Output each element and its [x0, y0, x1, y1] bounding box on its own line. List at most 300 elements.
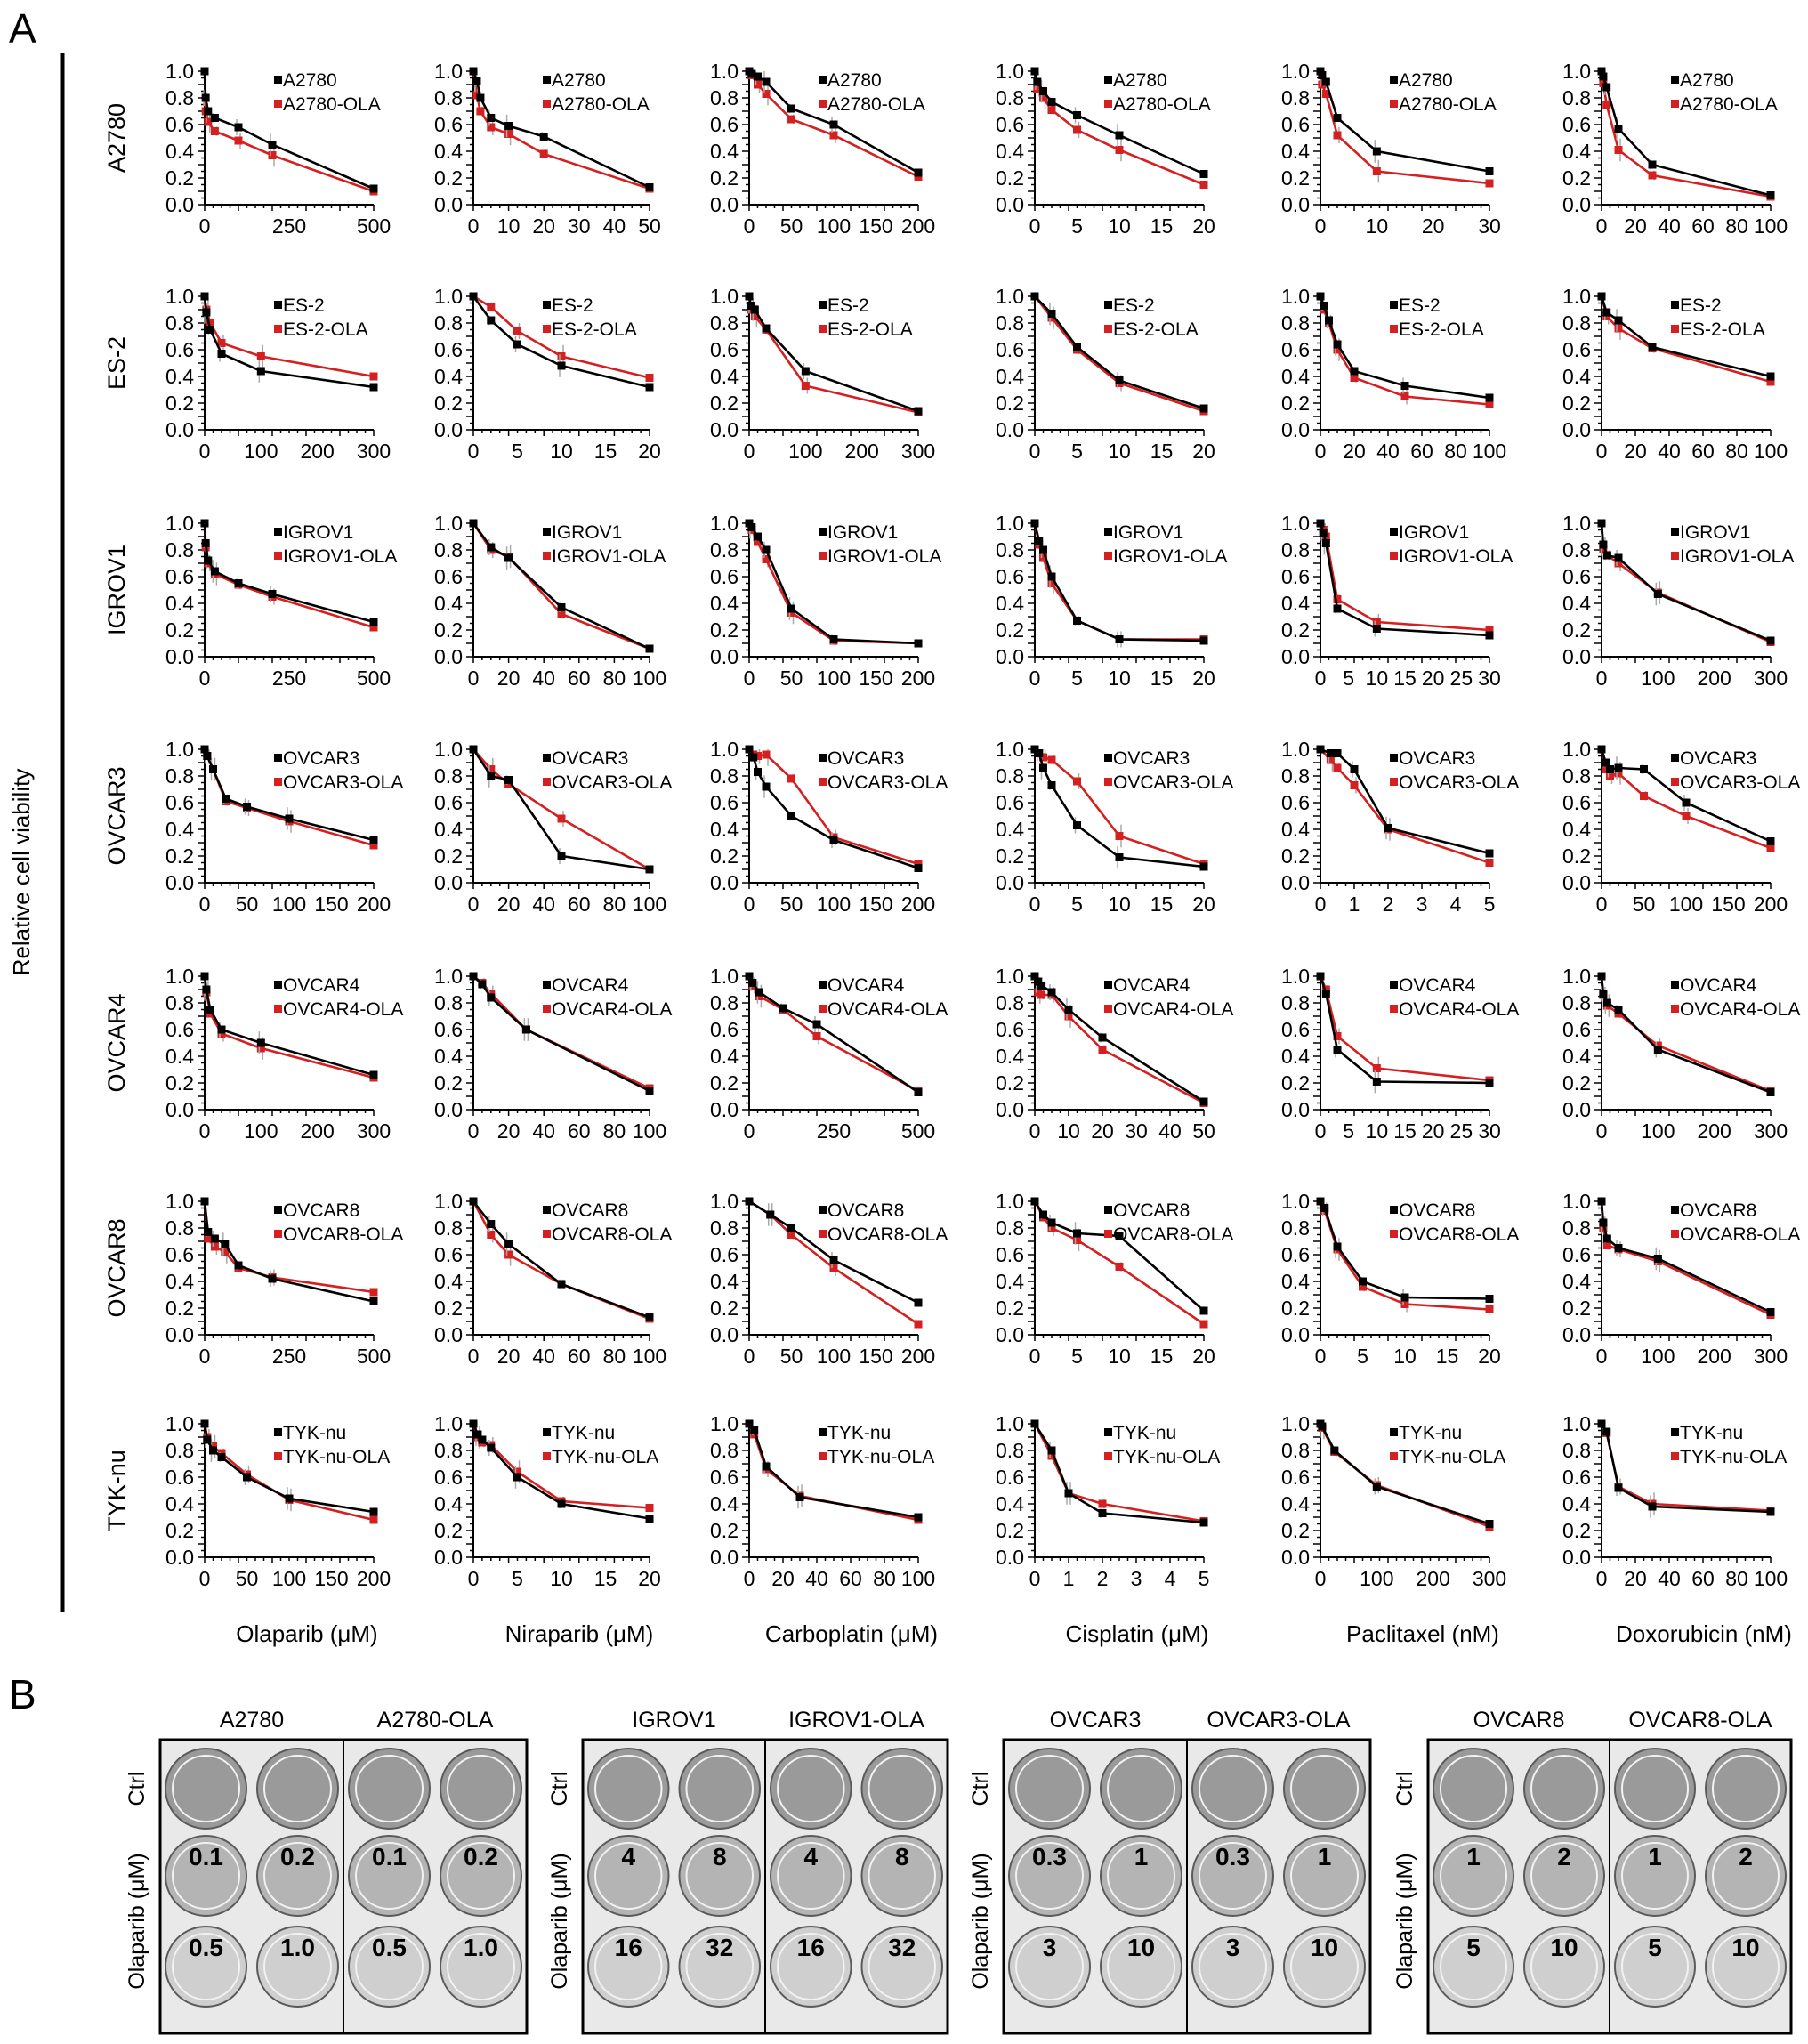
x-tick-label: 0 [1314, 214, 1327, 238]
y-tick-label: 0.8 [165, 311, 194, 335]
x-tick-label: 250 [271, 1345, 307, 1368]
data-point [1320, 302, 1328, 310]
legend-label: OVCAR3 [1113, 748, 1191, 769]
data-point [766, 1211, 774, 1219]
legend-label: OVCAR3-OLA [1399, 772, 1520, 793]
data-point [646, 1515, 654, 1523]
data-point [257, 368, 265, 376]
y-tick-label: 0.2 [165, 392, 194, 415]
x-tick-label: 20 [1091, 1119, 1114, 1143]
y-tick-label: 0.0 [165, 1546, 194, 1569]
data-point [218, 1453, 226, 1461]
data-point [1486, 394, 1494, 402]
data-point [243, 1474, 251, 1482]
data-point [1351, 368, 1359, 376]
legend-marker [819, 325, 827, 333]
x-tick-label: 10 [1365, 1119, 1389, 1143]
data-point [1373, 1064, 1381, 1072]
data-point [206, 326, 214, 334]
y-tick-label: 0.0 [710, 1546, 739, 1569]
x-tick-label: 80 [602, 667, 626, 690]
data-point [1200, 405, 1208, 413]
data-point [558, 352, 566, 360]
data-point [558, 815, 566, 823]
panel-b-letter: B [9, 1671, 36, 1717]
data-point [1334, 1243, 1342, 1251]
x-tick-label: 0 [1595, 1567, 1608, 1590]
y-tick-label: 0.0 [1281, 418, 1310, 441]
y-tick-label: 0.6 [434, 791, 463, 814]
y-tick-label: 0.0 [1562, 1546, 1591, 1569]
data-point [1359, 1278, 1367, 1286]
x-tick-label: 40 [805, 1567, 828, 1590]
x-tick-label: 150 [859, 1345, 893, 1368]
data-point [1401, 392, 1409, 400]
legend-marker [1671, 552, 1679, 560]
legend-marker [1671, 981, 1679, 989]
data-point [1039, 546, 1047, 554]
legend-marker [1671, 76, 1679, 84]
y-tick-label: 0.6 [165, 1018, 194, 1041]
x-tick-label: 5 [1071, 214, 1083, 238]
y-tick-label: 1.0 [710, 285, 739, 308]
legend-marker [1671, 1452, 1679, 1460]
legend-marker [274, 325, 282, 333]
viability-chart [1281, 60, 1501, 238]
data-point [754, 533, 762, 541]
y-tick-label: 0.8 [710, 1216, 739, 1240]
data-point [1317, 973, 1325, 981]
x-tick-label: 100 [816, 667, 852, 690]
viability-chart [434, 60, 661, 238]
y-tick-label: 0.0 [1281, 1546, 1310, 1569]
culture-well [862, 1749, 943, 1829]
y-tick-label: 0.2 [165, 844, 194, 868]
data-point [1039, 764, 1047, 772]
y-tick-label: 0.2 [1562, 1071, 1591, 1095]
data-point [370, 185, 378, 193]
y-tick-label: 0.8 [1281, 1216, 1310, 1240]
well-dose-label: 0.1 [372, 1843, 407, 1870]
y-tick-label: 0.6 [434, 338, 463, 361]
data-point [370, 1289, 378, 1297]
y-tick-label: 0.6 [1281, 791, 1310, 814]
y-tick-label: 0.2 [434, 618, 463, 642]
data-point [540, 133, 548, 141]
data-point [1598, 293, 1606, 301]
x-tick-label: 150 [859, 893, 893, 916]
x-tick-label: 100 [1641, 667, 1675, 690]
y-tick-label: 0.4 [434, 1045, 463, 1068]
data-point [1200, 1321, 1208, 1329]
y-tick-label: 0.6 [1562, 113, 1591, 136]
legend-label: OVCAR8-OLA [283, 1224, 404, 1245]
y-tick-label: 1.0 [165, 1190, 194, 1213]
y-tick-label: 0.2 [1281, 1071, 1310, 1095]
data-point [1200, 637, 1208, 645]
legend-label: OVCAR3 [1680, 748, 1757, 769]
viability-chart [434, 512, 666, 690]
legend-marker [819, 754, 827, 762]
y-tick-label: 0.2 [434, 392, 463, 415]
culture-well [440, 1749, 521, 1829]
y-tick-label: 0.4 [165, 1270, 194, 1293]
legend-label: ES-2-OLA [1680, 319, 1765, 340]
x-tick-label: 50 [779, 1345, 803, 1368]
data-point [1767, 1508, 1775, 1516]
legend-marker [819, 1230, 827, 1238]
x-tick-label: 5 [512, 1567, 523, 1590]
x-tick-label: 5 [1343, 1119, 1355, 1143]
x-tick-label: 200 [300, 1119, 335, 1143]
data-point [1373, 1483, 1381, 1491]
y-tick-label: 0.4 [1281, 1045, 1310, 1068]
y-tick-label: 0.4 [710, 1270, 739, 1293]
y-tick-label: 0.8 [1281, 1439, 1310, 1462]
data-point [915, 169, 923, 177]
y-tick-label: 0.8 [1281, 311, 1310, 335]
data-point [1048, 573, 1056, 581]
y-tick-label: 0.4 [434, 818, 463, 841]
legend-label: TYK-nu [1680, 1423, 1744, 1443]
y-tick-label: 0.0 [1281, 645, 1310, 668]
data-point [1486, 167, 1494, 175]
x-tick-label: 20 [1192, 893, 1215, 916]
data-point [830, 121, 838, 129]
legend-label: ES-2 [1680, 295, 1722, 316]
y-tick-label: 0.0 [434, 1546, 463, 1569]
x-tick-label: 0 [1029, 214, 1041, 238]
y-tick-label: 0.8 [710, 311, 739, 335]
y-tick-label: 0.2 [996, 392, 1024, 415]
y-tick-label: 0.2 [165, 1519, 194, 1542]
data-point [1037, 991, 1045, 999]
data-point [1615, 125, 1623, 133]
y-tick-label: 0.8 [996, 1439, 1024, 1462]
data-point [478, 1436, 486, 1444]
data-point [1615, 554, 1623, 562]
data-point [1330, 1447, 1338, 1455]
legend-marker [1390, 100, 1398, 108]
drug-axis-label: Paclitaxel (nM) [1346, 1620, 1499, 1647]
x-tick-label: 80 [1725, 214, 1748, 238]
y-tick-label: 0.6 [1281, 338, 1310, 361]
legend-label: OVCAR3-OLA [1113, 772, 1234, 793]
x-tick-label: 100 [1641, 1119, 1675, 1143]
data-point [1640, 792, 1648, 800]
y-tick-label: 1.0 [1562, 1412, 1591, 1435]
y-tick-label: 0.0 [1562, 645, 1591, 668]
legend-marker [1671, 1005, 1679, 1013]
data-point [1318, 1423, 1326, 1431]
x-tick-label: 0 [1314, 440, 1327, 463]
y-tick-label: 0.2 [710, 392, 739, 415]
y-tick-label: 0.0 [996, 871, 1024, 894]
y-tick-label: 0.4 [996, 1492, 1024, 1515]
data-point [1598, 1198, 1606, 1206]
x-tick-label: 20 [1192, 214, 1215, 238]
x-tick-label: 0 [467, 440, 480, 463]
data-point [755, 989, 763, 997]
plate-header-parental: IGROV1 [632, 1708, 716, 1733]
y-tick-label: 0.8 [1562, 1216, 1591, 1240]
data-point [748, 979, 756, 987]
data-point [830, 635, 838, 643]
legend-marker [543, 1452, 551, 1460]
x-tick-label: 0 [467, 1119, 480, 1143]
y-tick-label: 0.4 [434, 1270, 463, 1293]
x-tick-label: 100 [788, 440, 823, 463]
x-tick-label: 5 [1483, 893, 1496, 916]
x-tick-label: 150 [859, 214, 893, 238]
drug-axis-label: Cisplatin (μM) [1065, 1620, 1209, 1647]
y-tick-label: 1.0 [165, 1412, 194, 1435]
viability-chart [996, 1412, 1220, 1590]
legend-marker [1104, 778, 1112, 786]
y-tick-label: 0.0 [165, 193, 194, 216]
data-point [646, 384, 654, 392]
x-tick-label: 0 [1029, 893, 1041, 916]
data-point [1039, 87, 1047, 95]
y-tick-label: 1.0 [1281, 1412, 1310, 1435]
y-tick-label: 0.0 [1562, 1323, 1591, 1346]
data-point [746, 1198, 754, 1206]
y-tick-label: 0.0 [996, 418, 1024, 441]
y-tick-label: 0.0 [996, 1323, 1024, 1346]
y-tick-label: 0.4 [1562, 1492, 1591, 1515]
data-point [1373, 148, 1381, 156]
x-tick-label: 0 [1029, 440, 1041, 463]
x-tick-label: 0 [1029, 1345, 1041, 1368]
y-tick-label: 0.8 [1562, 764, 1591, 788]
x-tick-label: 80 [1725, 440, 1748, 463]
y-tick-label: 0.0 [1562, 418, 1591, 441]
x-tick-label: 100 [271, 893, 307, 916]
y-tick-label: 1.0 [434, 60, 463, 83]
legend-marker [819, 552, 827, 560]
data-point [513, 341, 521, 349]
y-tick-label: 1.0 [1562, 512, 1591, 535]
legend-label: TYK-nu-OLA [1113, 1447, 1221, 1467]
well-dose-label: 5 [1466, 1934, 1481, 1961]
x-tick-label: 10 [1365, 214, 1389, 238]
legend-marker [1104, 1206, 1112, 1214]
y-tick-label: 1.0 [710, 512, 739, 535]
x-tick-label: 2 [1096, 1567, 1109, 1590]
legend-label: TYK-nu [827, 1423, 892, 1443]
y-tick-label: 0.0 [996, 193, 1024, 216]
data-point [1401, 382, 1409, 390]
data-point [1116, 376, 1124, 384]
data-point [370, 1516, 378, 1524]
data-point [1654, 1255, 1662, 1263]
y-tick-label: 0.2 [434, 1519, 463, 1542]
well-dose-label: 0.5 [189, 1934, 223, 1961]
y-tick-label: 0.2 [1281, 618, 1310, 642]
y-tick-label: 0.6 [996, 113, 1024, 136]
data-point [1048, 756, 1056, 764]
x-tick-label: 250 [271, 214, 307, 238]
data-point [487, 994, 495, 1002]
y-tick-label: 1.0 [165, 285, 194, 308]
x-tick-label: 30 [568, 214, 591, 238]
data-point [1048, 310, 1056, 318]
x-tick-label: 40 [532, 667, 555, 690]
data-point [286, 815, 294, 823]
data-point [1606, 765, 1614, 773]
x-tick-label: 20 [638, 1567, 661, 1590]
data-point [746, 746, 754, 754]
x-tick-label: 150 [859, 667, 893, 690]
y-tick-label: 0.2 [996, 618, 1024, 642]
data-point [370, 836, 378, 844]
data-point [787, 105, 795, 113]
x-tick-label: 0 [743, 893, 755, 916]
y-tick-label: 0.2 [1281, 1519, 1310, 1542]
data-point [1317, 293, 1325, 301]
y-tick-label: 0.0 [1562, 193, 1591, 216]
x-tick-label: 0 [743, 667, 755, 690]
legend-marker [819, 100, 827, 108]
data-point [558, 852, 566, 860]
x-tick-label: 20 [1192, 440, 1215, 463]
y-tick-label: 0.6 [996, 338, 1024, 361]
well-dose-label: 0.5 [372, 1934, 407, 1961]
data-point [751, 306, 759, 314]
data-point [202, 309, 210, 317]
x-tick-label: 500 [900, 1119, 936, 1143]
data-point [754, 81, 762, 89]
viability-chart [1281, 512, 1513, 690]
data-point [1373, 1078, 1381, 1086]
x-tick-label: 200 [900, 667, 936, 690]
data-point [915, 1514, 923, 1522]
y-tick-label: 0.0 [710, 1323, 739, 1346]
viability-chart [1562, 285, 1788, 463]
culture-well [1524, 1749, 1604, 1829]
y-tick-label: 0.0 [996, 645, 1024, 668]
y-tick-label: 0.2 [710, 166, 739, 190]
x-tick-label: 0 [467, 1567, 480, 1590]
y-tick-label: 0.4 [710, 1492, 739, 1515]
x-tick-label: 50 [638, 214, 661, 238]
x-tick-label: 100 [632, 893, 667, 916]
y-tick-label: 0.4 [710, 592, 739, 615]
data-point [487, 544, 495, 552]
plate-row-label-ctrl: Ctrl [1392, 1771, 1417, 1806]
data-point [370, 1071, 378, 1079]
x-tick-label: 0 [1029, 1119, 1041, 1143]
y-tick-label: 0.4 [996, 365, 1024, 388]
data-point [269, 1275, 277, 1283]
x-tick-label: 100 [816, 893, 852, 916]
data-point [218, 1026, 226, 1034]
x-tick-label: 0 [198, 667, 211, 690]
data-point [1599, 541, 1607, 549]
data-point [201, 293, 209, 301]
data-point [1640, 765, 1648, 773]
y-tick-label: 0.4 [165, 592, 194, 615]
x-tick-label: 200 [900, 893, 936, 916]
legend-marker [543, 981, 551, 989]
x-tick-label: 10 [1108, 440, 1131, 463]
x-tick-label: 0 [198, 214, 211, 238]
y-tick-label: 0.4 [434, 1492, 463, 1515]
y-tick-label: 0.0 [165, 1098, 194, 1121]
x-tick-label: 0 [198, 1119, 211, 1143]
x-tick-label: 80 [602, 893, 626, 916]
y-tick-label: 0.6 [710, 791, 739, 814]
viability-chart [710, 965, 948, 1143]
y-tick-label: 0.2 [710, 1071, 739, 1095]
y-tick-label: 0.6 [710, 1466, 739, 1489]
legend-label: IGROV1 [827, 522, 899, 543]
data-point [1334, 132, 1342, 140]
legend-marker [819, 76, 827, 84]
x-tick-label: 20 [1421, 214, 1445, 238]
x-tick-label: 0 [1314, 667, 1327, 690]
legend-label: TYK-nu-OLA [283, 1447, 391, 1467]
x-tick-label: 15 [1393, 667, 1417, 690]
legend-label: ES-2-OLA [552, 319, 637, 340]
legend-marker [819, 1005, 827, 1013]
legend-marker [1104, 1005, 1112, 1013]
y-tick-label: 1.0 [1562, 1190, 1591, 1213]
x-tick-label: 2 [1382, 893, 1394, 916]
viability-chart [1562, 1190, 1800, 1368]
data-point [370, 618, 378, 626]
viability-chart [1281, 1190, 1519, 1368]
y-tick-label: 0.6 [996, 1243, 1024, 1266]
y-tick-label: 0.2 [434, 844, 463, 868]
data-point [487, 303, 495, 311]
x-tick-label: 0 [743, 1119, 755, 1143]
legend-marker [274, 528, 282, 536]
data-point [1073, 617, 1081, 625]
legend-label: OVCAR8 [1113, 1200, 1191, 1221]
viability-chart [165, 1412, 391, 1590]
x-tick-label: 10 [1365, 667, 1389, 690]
y-tick-label: 1.0 [710, 60, 739, 83]
x-tick-label: 40 [532, 1345, 555, 1368]
data-point [1767, 191, 1775, 199]
data-point [1317, 520, 1325, 528]
legend-marker [1390, 76, 1398, 84]
y-tick-label: 0.8 [1562, 86, 1591, 109]
x-tick-label: 200 [1697, 667, 1731, 690]
y-tick-label: 0.8 [165, 1439, 194, 1462]
y-tick-label: 0.6 [1281, 113, 1310, 136]
plate-header-parental: OVCAR3 [1049, 1708, 1142, 1733]
data-point [1334, 605, 1342, 613]
well-dose-label: 2 [1739, 1843, 1753, 1870]
legend-label: ES-2 [283, 295, 325, 316]
well-dose-label: 8 [894, 1843, 909, 1870]
y-tick-label: 0.2 [996, 844, 1024, 868]
data-point [754, 768, 762, 776]
data-point [211, 568, 219, 576]
well-dose-label: 0.1 [189, 1843, 223, 1870]
legend-marker [274, 301, 282, 309]
x-tick-label: 300 [356, 440, 391, 463]
y-tick-label: 0.2 [996, 1071, 1024, 1095]
x-tick-label: 40 [1158, 1119, 1182, 1143]
legend-marker [274, 1230, 282, 1238]
y-tick-label: 0.2 [434, 166, 463, 190]
data-point [1037, 982, 1045, 990]
data-point [1401, 1294, 1409, 1302]
data-point [1603, 552, 1611, 560]
